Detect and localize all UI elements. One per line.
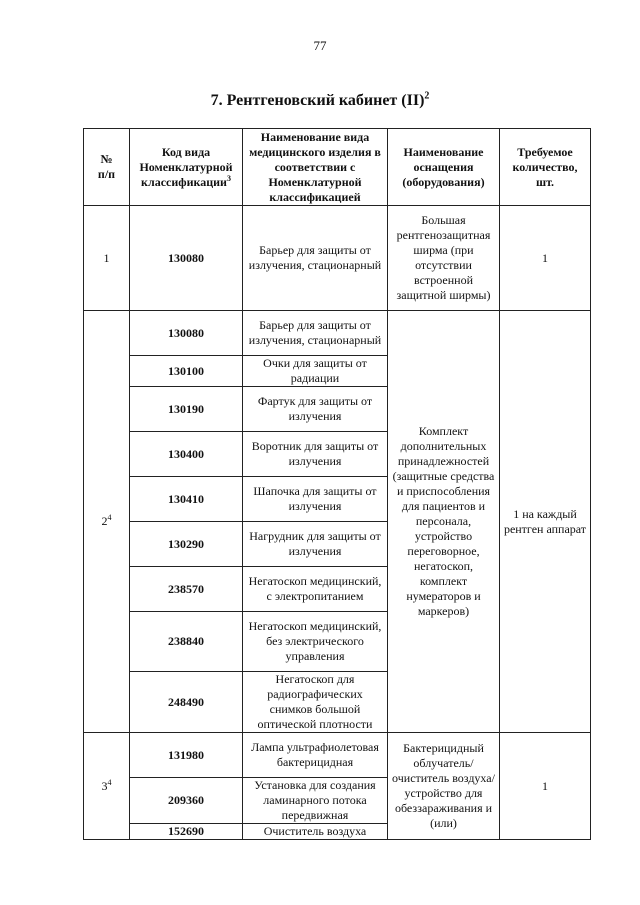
table-row	[84, 733, 591, 778]
row-device-name: Барьер для защиты от излучения, стационарный	[243, 311, 388, 356]
header-equipment: Наименование оснащения (оборудования)	[388, 129, 500, 206]
section-title-footnote: 2	[424, 90, 430, 102]
header-name: Наименование вида медицинского изделия в соответствии с Номенклатурной классификацией	[243, 129, 388, 206]
row-equipment: Комплект дополнительных принадлежностей (защитные средства и приспособления для пациентов и персонала, устройство переговорное, негатоскоп, комплект нумераторов и маркеров)	[388, 311, 500, 733]
table-header-row	[84, 129, 591, 206]
header-code-text: Код вида Номенклатурной классификации	[139, 144, 233, 189]
row-device-name: Установка для создания ламинарного потока передвижная	[243, 778, 388, 824]
header-num: № п/п	[84, 129, 130, 206]
row-equipment: Бактерицидный облучатель/ очиститель воздуха/ устройство для обеззараживания и (или)	[388, 733, 500, 840]
row-device-name: Воротник для защиты от излучения	[243, 432, 388, 477]
row-code: 209360	[130, 778, 243, 824]
row-device-name: Шапочка для защиты от излучения	[243, 477, 388, 522]
row-device-name: Нагрудник для защиты от излучения	[243, 522, 388, 567]
header-code-footnote: 3	[226, 173, 231, 183]
row-num-footnote: 4	[107, 777, 112, 787]
header-code	[130, 129, 243, 206]
section-title	[0, 92, 640, 110]
row-qty: 1	[500, 206, 591, 311]
table-row	[84, 206, 591, 311]
row-code: 152690	[130, 824, 243, 840]
row-num	[84, 733, 130, 840]
row-code: 130410	[130, 477, 243, 522]
row-code: 130400	[130, 432, 243, 477]
row-qty: 1 на каждый рентген аппарат	[500, 311, 591, 733]
equipment-table	[83, 128, 591, 840]
row-code: 131980	[130, 733, 243, 778]
section-title-text: 7. Рентгеновский кабинет (II)	[210, 92, 425, 109]
table-row	[84, 311, 591, 356]
row-code: 238570	[130, 567, 243, 612]
row-device-name: Негатоскоп медицинский, с электропитанием	[243, 567, 388, 612]
row-device-name: Очиститель воздуха	[243, 824, 388, 840]
row-equipment: Большая рентгенозащитная ширма (при отсутствии встроенной защитной ширмы)	[388, 206, 500, 311]
row-code: 130080	[130, 206, 243, 311]
row-code: 238840	[130, 612, 243, 672]
header-qty: Требуемое количество, шт.	[500, 129, 591, 206]
row-device-name: Фартук для защиты от излучения	[243, 387, 388, 432]
row-code: 248490	[130, 672, 243, 733]
row-device-name: Очки для защиты от радиации	[243, 356, 388, 387]
row-num-text: 3	[101, 778, 108, 793]
row-device-name: Негатоскоп медицинский, без электрического управления	[243, 612, 388, 672]
row-num-footnote: 4	[107, 513, 112, 522]
row-device-name: Негатоскоп для радиографических снимков большой оптической плотности	[243, 672, 388, 733]
row-num-text: 2	[101, 514, 108, 528]
row-device-name: Лампа ультрафиолетовая бактерицидная	[243, 733, 388, 778]
page-number: 77	[313, 38, 327, 53]
row-code: 130290	[130, 522, 243, 567]
row-code: 130080	[130, 311, 243, 356]
row-qty: 1	[500, 733, 591, 840]
row-num: 1	[84, 206, 130, 311]
row-code: 130190	[130, 387, 243, 432]
row-device-name: Барьер для защиты от излучения, стационарный	[243, 206, 388, 311]
row-num	[84, 311, 130, 733]
row-code: 130100	[130, 356, 243, 387]
